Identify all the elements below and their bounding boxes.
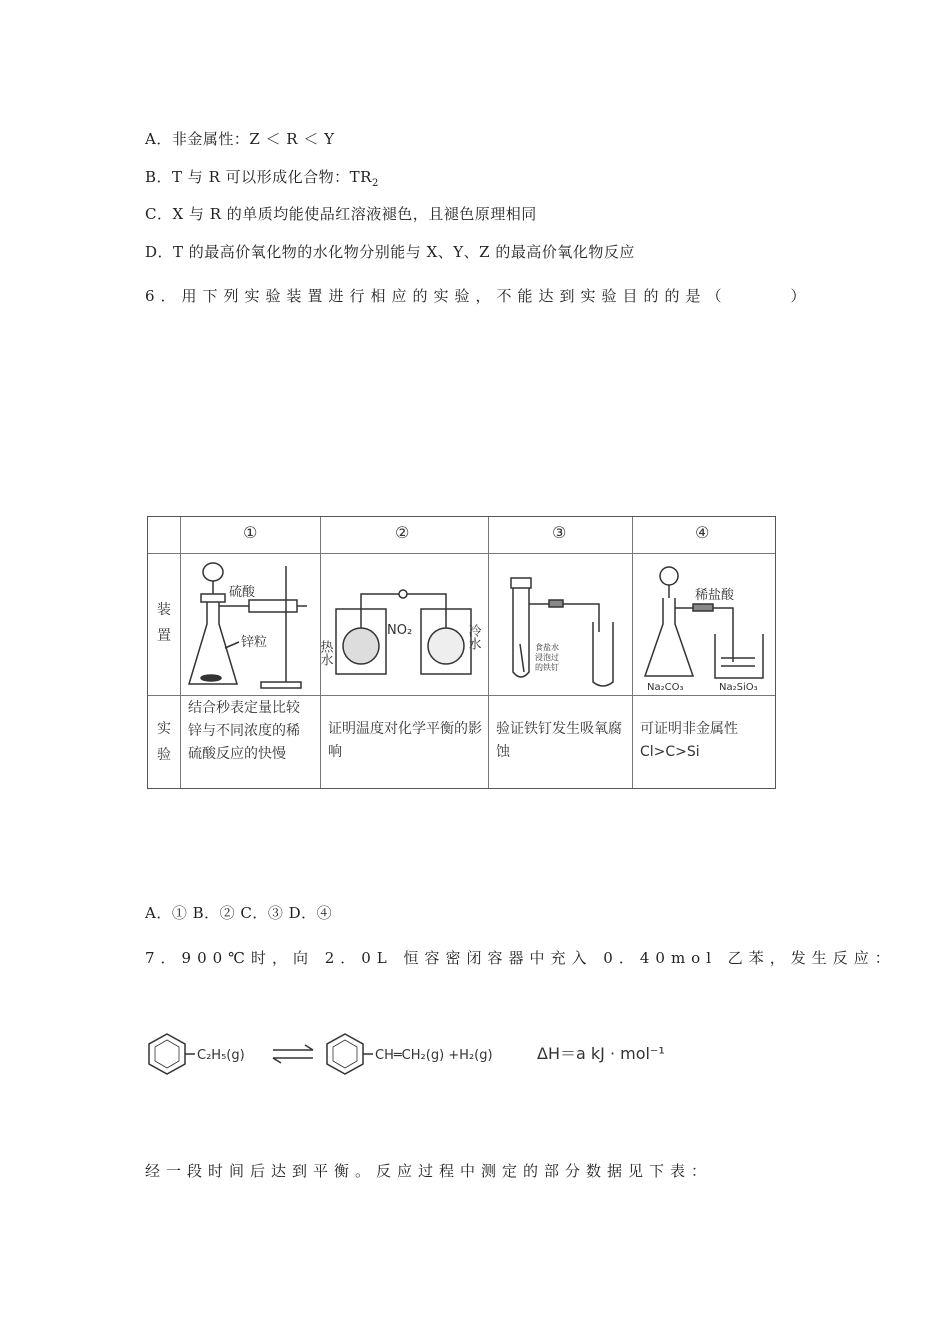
header-2: ② bbox=[395, 523, 410, 542]
option-d: D．T 的最高价氧化物的水化物分别能与 X、Y、Z 的最高价氧化物反应 bbox=[145, 243, 635, 261]
product-formula: CH═CH₂(g) +H₂(g) bbox=[375, 1048, 493, 1063]
purpose-4: 可证明非金属性Cl>C>Si bbox=[640, 721, 738, 760]
apparatus-3-diagram bbox=[489, 554, 632, 695]
option-b-subscript: 2 bbox=[371, 178, 379, 189]
a3-note-line3: 的铁钉 bbox=[535, 663, 559, 672]
reactant-formula: C₂H₅(g) bbox=[197, 1048, 245, 1063]
a3-note-line1: 食盐水 bbox=[535, 643, 559, 652]
option-b-text: B．T 与 R 可以形成化合物：TR bbox=[145, 168, 372, 186]
a1-acid-label: 硫酸 bbox=[229, 585, 256, 600]
header-1: ① bbox=[243, 523, 258, 542]
option-c: C．X 与 R 的单质均能使品红溶液褪色，且褪色原理相同 bbox=[145, 205, 537, 223]
a1-zinc-label: 锌粒 bbox=[241, 635, 268, 650]
a4-left-label: Na₂CO₃ bbox=[647, 682, 684, 693]
a4-acid-label: 稀盐酸 bbox=[695, 588, 735, 603]
option-b bbox=[145, 166, 379, 189]
a4-right-label: Na₂SiO₃ bbox=[719, 682, 758, 693]
apparatus-1-diagram bbox=[181, 554, 320, 695]
row-label-experiment: 实验 bbox=[157, 721, 171, 763]
question-6-options: A．① B．② C．③ D．④ bbox=[145, 904, 333, 922]
question-6-stem: 6．用下列实验装置进行相应的实验，不能达到实验目的的是（ ） bbox=[145, 287, 812, 305]
row-label-apparatus: 装置 bbox=[157, 602, 171, 644]
enthalpy-text: ΔH＝a kJ · mol⁻¹ bbox=[537, 1044, 665, 1063]
a2-hot-label: 热水 bbox=[317, 640, 333, 666]
reaction-equation bbox=[145, 1030, 705, 1080]
header-3: ③ bbox=[552, 523, 567, 542]
a3-note-line2: 浸泡过 bbox=[535, 653, 559, 662]
question-7-stem: 7．900℃时，向 2．0L 恒容密闭容器中充入 0．40mol 乙苯，发生反应： bbox=[145, 949, 896, 967]
purpose-1: 结合秒表定量比较锌与不同浓度的稀硫酸反应的快慢 bbox=[188, 700, 300, 762]
a2-gas-label: NO₂ bbox=[387, 623, 413, 638]
purpose-2: 证明温度对化学平衡的影响 bbox=[328, 721, 482, 760]
apparatus-4-diagram bbox=[633, 554, 775, 695]
apparatus-2-diagram bbox=[317, 554, 488, 695]
option-a: A．非金属性：Z ＜ R ＜ Y bbox=[145, 130, 335, 148]
experiment-table bbox=[147, 516, 776, 789]
question-7-tail: 经一段时间后达到平衡。反应过程中测定的部分数据见下表： bbox=[145, 1162, 713, 1180]
a2-cold-label: 冷水 bbox=[465, 624, 481, 650]
header-4: ④ bbox=[695, 523, 710, 542]
purpose-3: 验证铁钉发生吸氧腐蚀 bbox=[496, 721, 622, 760]
